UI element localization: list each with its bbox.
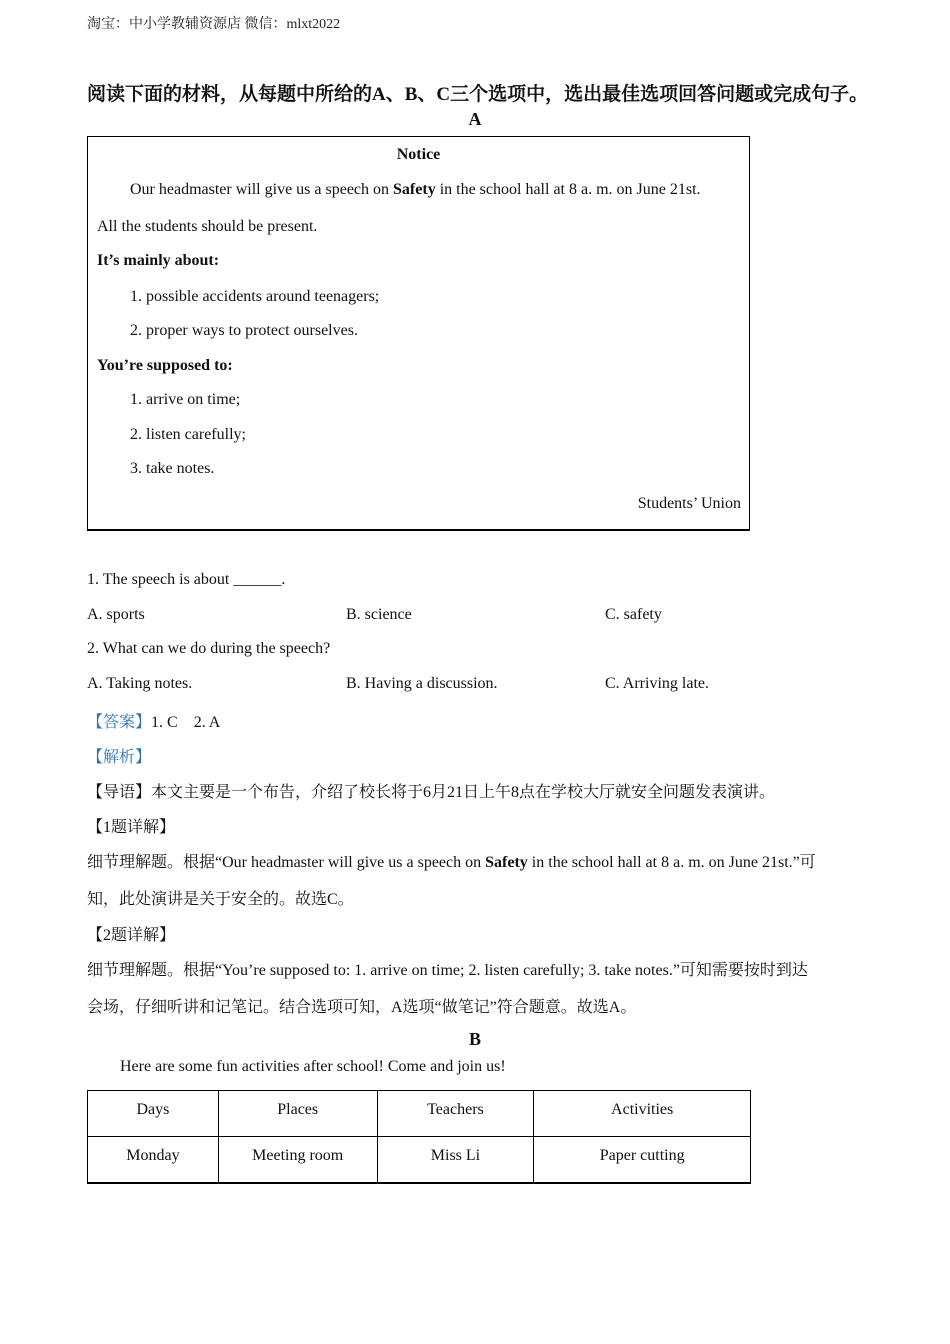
q1-detail-line2: 知，此处演讲是关于安全的。故选C。 (87, 891, 354, 908)
instruction: 阅读下面的材料，从每题中所给的A、B、C三个选项中，选出最佳选项回答问题或完成句子。 (87, 84, 869, 105)
question-1-option-b: B. science (346, 606, 412, 623)
question-2-stem: 2. What can we do during the speech? (87, 640, 331, 657)
table-header-teachers: Teachers (377, 1091, 534, 1137)
question-2-option-c: C. Arriving late. (605, 675, 709, 692)
q1-detail-pre: 细节理解题。根据“Our headmaster will give us a speech on (87, 854, 486, 871)
q1-detail-bold: Safety (485, 854, 528, 871)
table-row (88, 1137, 751, 1183)
table-header-places: Places (218, 1091, 377, 1137)
table-header-activities: Activities (534, 1091, 751, 1137)
page-header: 淘宝：中小学教辅资源店 微信：mlxt2022 (87, 17, 341, 32)
q1-detail-post: in the school hall at 8 a. m. on June 21st.”可 (527, 854, 816, 871)
notice-supposed-heading: You’re supposed to: (97, 357, 233, 374)
notice-about-item-1: 1. possible accidents around teenagers; (130, 288, 380, 305)
notice-supposed-item-1: 1. arrive on time; (130, 391, 241, 408)
section-b-intro: Here are some fun activities after school! Come and join us! (120, 1058, 506, 1075)
table-cell-day: Monday (88, 1137, 219, 1183)
notice-line1-pre: Our headmaster will give us a speech on (130, 181, 394, 198)
table-cell-activity: Paper cutting (534, 1137, 751, 1183)
notice-about-heading: It’s mainly about: (97, 252, 220, 269)
notice-about-item-2: 2. proper ways to protect ourselves. (130, 322, 358, 339)
question-1-stem: 1. The speech is about ______. (87, 571, 286, 588)
question-1-option-c: C. safety (605, 606, 662, 623)
notice-line1-post: in the school hall at 8 a. m. on June 21st. (435, 181, 701, 198)
analysis-label: 【解析】 (87, 749, 152, 766)
notice-line2: All the students should be present. (97, 218, 318, 235)
notice-title: Notice (396, 146, 441, 163)
question-1-option-a: A. sports (87, 606, 145, 623)
answer-label: 【答案】 (87, 714, 152, 731)
question-2-option-a: A. Taking notes. (87, 675, 193, 692)
table-cell-teacher: Miss Li (377, 1137, 534, 1183)
notice-line1-bold: Safety (393, 181, 436, 198)
q1-detail-line1 (87, 849, 816, 872)
q1-detail-label: 【1题详解】 (87, 819, 176, 836)
table-header-days: Days (88, 1091, 219, 1137)
q2-detail-line2: 会场，仔细听讲和记笔记。结合选项可知，A选项“做笔记”符合题意。故选A。 (87, 999, 637, 1016)
section-a-title: A (468, 109, 482, 129)
answer-line (87, 709, 220, 732)
analysis-intro: 【导语】本文主要是一个布告，介绍了校长将于6月21日上午8点在学校大厅就安全问题发表演讲。 (87, 784, 776, 801)
table-cell-place: Meeting room (218, 1137, 377, 1183)
notice-signature: Students’ Union (637, 495, 741, 512)
table-header-row (88, 1091, 751, 1137)
notice-line1 (130, 181, 701, 199)
activities-table (87, 1090, 751, 1184)
notice-supposed-item-3: 3. take notes. (130, 460, 215, 477)
notice-supposed-item-2: 2. listen carefully; (130, 426, 246, 443)
section-b-title: B (468, 1029, 481, 1049)
answer-text: 1. C 2. A (151, 714, 221, 731)
q2-detail-label: 【2题详解】 (87, 927, 176, 944)
question-2-option-b: B. Having a discussion. (346, 675, 498, 692)
q2-detail-line1: 细节理解题。根据“You’re supposed to: 1. arrive on time; 2. listen carefully; 3. take notes.”可知需要按时到达 (87, 962, 808, 979)
